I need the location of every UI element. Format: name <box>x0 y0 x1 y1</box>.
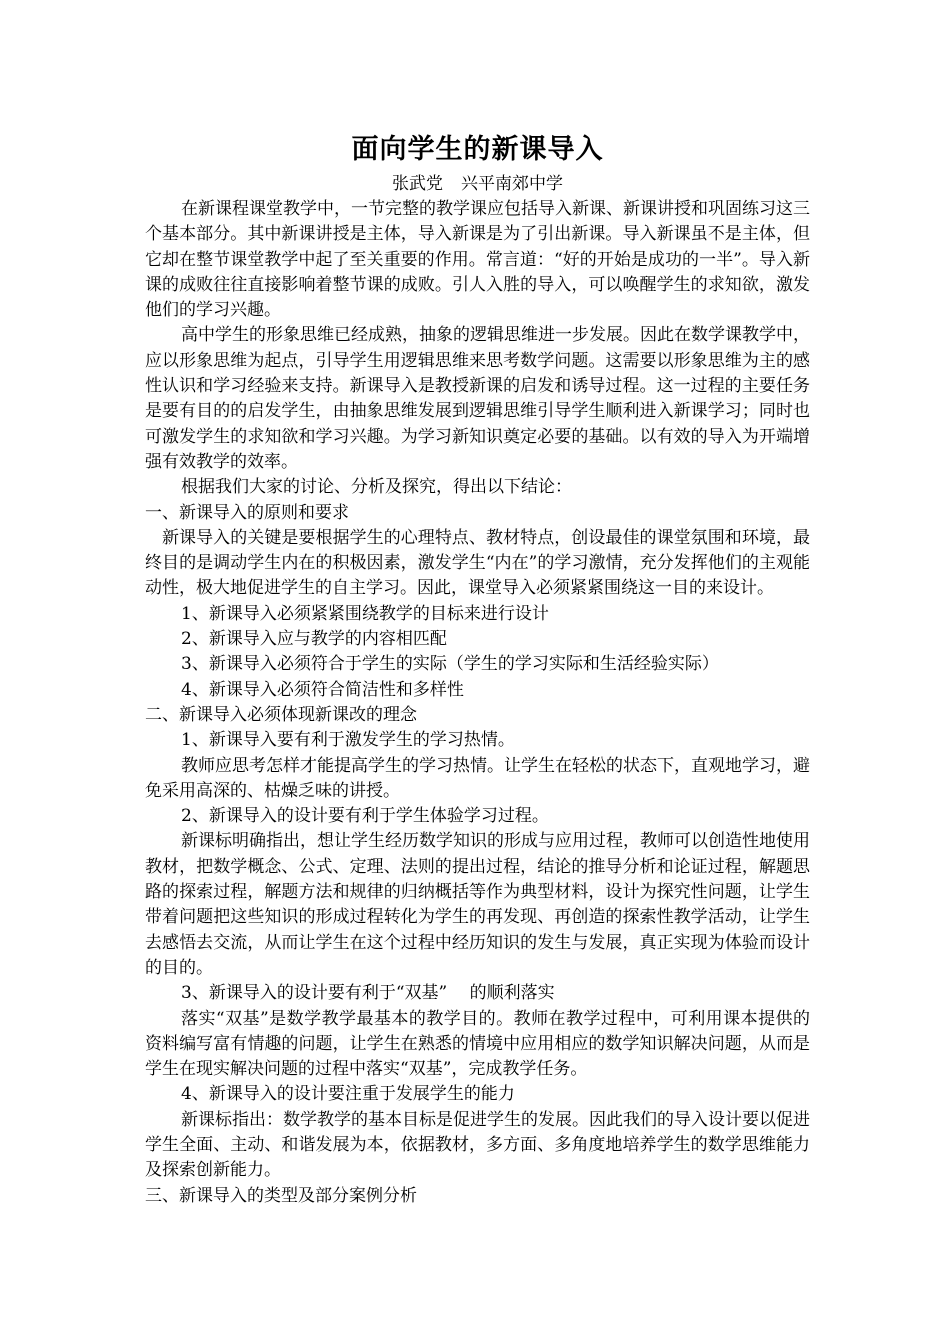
author-name: 张武党 <box>392 174 443 194</box>
subsection-body: 落实“双基”是数学教学最基本的教学目的。教师在教学过程中，可利用课本提供的资料编写富有情趣的问题，让学生在熟悉的情境中应用相应的数学知识解决问题，从而是学生在现实解决问题的过程中落实“双基”，完成教学任务。 <box>145 1008 810 1080</box>
list-item: 1、新课导入必须紧紧围绕教学的目标来进行设计 <box>181 603 549 624</box>
list-item: 2、新课导入应与教学的内容相匹配 <box>181 629 447 650</box>
section-heading-2: 二、新课导入必须体现新课改的理念 <box>145 704 417 725</box>
document-page <box>145 128 810 1209</box>
subsection-title: 4、新课导入的设计要注重于发展学生的能力 <box>181 1084 515 1105</box>
section1-paragraph: 新课导入的关键是要根据学生的心理特点、教材特点，创设最佳的课堂氛围和环境，最终目的是调动学生内在的积极因素，激发学生“内在”的学习激情，充分发挥他们的主观能动性，极大地促进学生的自主学习。因此，课堂导入必须紧紧围绕这一目的来设计。 <box>145 527 810 599</box>
author-line <box>145 172 810 197</box>
section-heading-3: 三、新课导入的类型及部分案例分析 <box>145 1185 417 1206</box>
subsection-title: 2、新课导入的设计要有利于学生体验学习过程。 <box>181 806 549 827</box>
intro-paragraph: 高中学生的形象思维已经成熟，抽象的逻辑思维进一步发展。因此在数学课教学中，应以形象思维为起点，引导学生用逻辑思维来思考数学问题。这需要以形象思维为主的感性认识和学习经验来支持。新课导入是教授新课的启发和诱导过程。这一过程的主要任务是要有目的的启发学生，由抽象思维发展到逻辑思维引导学生顺利进入新课学习；同时也可激发学生的求知欲和学习兴趣。为学习新知识奠定必要的基础。以有效的导入为开端增强有效教学的效率。 <box>145 325 810 472</box>
intro-paragraph: 根据我们大家的讨论、分析及探究，得出以下结论： <box>181 477 572 498</box>
subsection-body: 新课标明确指出，想让学生经历数学知识的形成与应用过程，教师可以创造性地使用教材，把数学概念、公式、定理、法则的提出过程，结论的推导分析和论证过程，解题思路的探索过程，解题方法和规律的归纳概括等作为典型材料，设计为探究性问题，让学生带着问题把这些知识的形成过程转化为学生的再发现、再创造的探索性教学活动，让学生去感悟去交流，从而让学生在这个过程中经历知识的发生与发展，真正实现为体验而设计的目的。 <box>145 831 810 978</box>
section-heading-1: 一、新课导入的原则和要求 <box>145 502 349 523</box>
author-school: 兴平南郊中学 <box>461 174 563 194</box>
document-title: 面向学生的新课导入 <box>351 134 604 165</box>
subsection-title: 1、新课导入要有利于激发学生的学习热情。 <box>181 730 515 751</box>
subsection-title: 3、新课导入的设计要有利于“双基” 的顺利落实 <box>181 983 555 1004</box>
subsection-body: 新课标指出：数学教学的基本目标是促进学生的发展。因此我们的导入设计要以促进学生全面、主动、和谐发展为本，依据教材，多方面、多角度地培养学生的数学思维能力及探索创新能力。 <box>145 1109 810 1181</box>
list-item: 4、新课导入必须符合简洁性和多样性 <box>181 679 464 700</box>
intro-paragraph: 在新课程课堂教学中，一节完整的教学课应包括导入新课、新课讲授和巩固练习这三个基本部分。其中新课讲授是主体，导入新课是为了引出新课。导入新课虽不是主体，但它却在整节课堂教学中起了至关重要的作用。常言道：“好的开始是成功的一半”。导入新课的成败往往直接影响着整节课的成败。引人入胜的导入，可以唤醒学生的求知欲，激发他们的学习兴趣。 <box>145 199 810 321</box>
subsection-body: 教师应思考怎样才能提高学生的学习热情。让学生在轻松的状态下，直观地学习，避免采用高深的、枯燥乏味的讲授。 <box>145 755 810 801</box>
list-item: 3、新课导入必须符合于学生的实际（学生的学习实际和生活经验实际） <box>181 654 719 675</box>
